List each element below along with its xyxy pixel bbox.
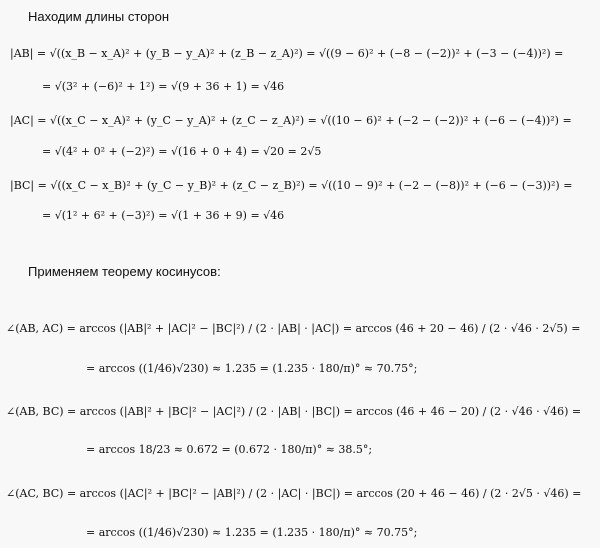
formula-bc-line2: = √(1² + 6² + (−3)²) = √(1 + 36 + 9) = √46: [42, 209, 285, 222]
formula-angle-ac-bc-line2: = arccos ((1/46)√230) ≈ 1.235 = (1.235 · 180/π)° ≈ 70.75°;: [86, 526, 418, 539]
formula-angle-ab-bc-line2: = arccos 18/23 ≈ 0.672 = (0.672 · 180/π)° ≈ 38.5°;: [86, 443, 373, 456]
formula-angle-ab-ac-line2: = arccos ((1/46)√230) ≈ 1.235 = (1.235 · 180/π)° ≈ 70.75°;: [86, 362, 418, 375]
formula-ab-line2: = √(3² + (−6)² + 1²) = √(9 + 36 + 1) = √46: [42, 80, 285, 93]
heading-side-lengths: Находим длины сторон: [28, 9, 170, 24]
formula-bc-line1: |BC| = √((x_C − x_B)² + (y_C − y_B)² + (z_C − z_B)²) = √((10 − 9)² + (−2 − (−8))² + (−6 − (−3))²) =: [10, 179, 573, 192]
formula-angle-ab-ac-line1: ∠(AB, AC) = arccos (|AB|² + |AC|² − |BC|²) / (2 · |AB| · |AC|) = arccos (46 + 20 − 46) / (2 · √46 · 2√5) =: [6, 322, 581, 335]
formula-angle-ab-bc-line1: ∠(AB, BC) = arccos (|AB|² + |BC|² − |AC|²) / (2 · |AB| · |BC|) = arccos (46 + 46 − 20) / (2 · √46 · √46) =: [6, 405, 582, 418]
formula-ac-line1: |AC| = √((x_C − x_A)² + (y_C − y_A)² + (z_C − z_A)²) = √((10 − 6)² + (−2 − (−2))² + (−6 − (−4))²) =: [10, 114, 572, 127]
formula-ab-line1: |AB| = √((x_B − x_A)² + (y_B − y_A)² + (z_B − z_A)²) = √((9 − 6)² + (−8 − (−2))² + (−3 − (−4))²) =: [10, 47, 564, 60]
formula-angle-ac-bc-line1: ∠(AC, BC) = arccos (|AC|² + |BC|² − |AB|²) / (2 · |AC| · |BC|) = arccos (20 + 46 − 46) / (2 · 2√5 · √46) =: [6, 487, 582, 500]
formula-ac-line2: = √(4² + 0² + (−2)²) = √(16 + 0 + 4) = √20 = 2√5: [42, 145, 322, 158]
heading-cosine-rule: Применяем теорему косинусов:: [28, 264, 221, 279]
